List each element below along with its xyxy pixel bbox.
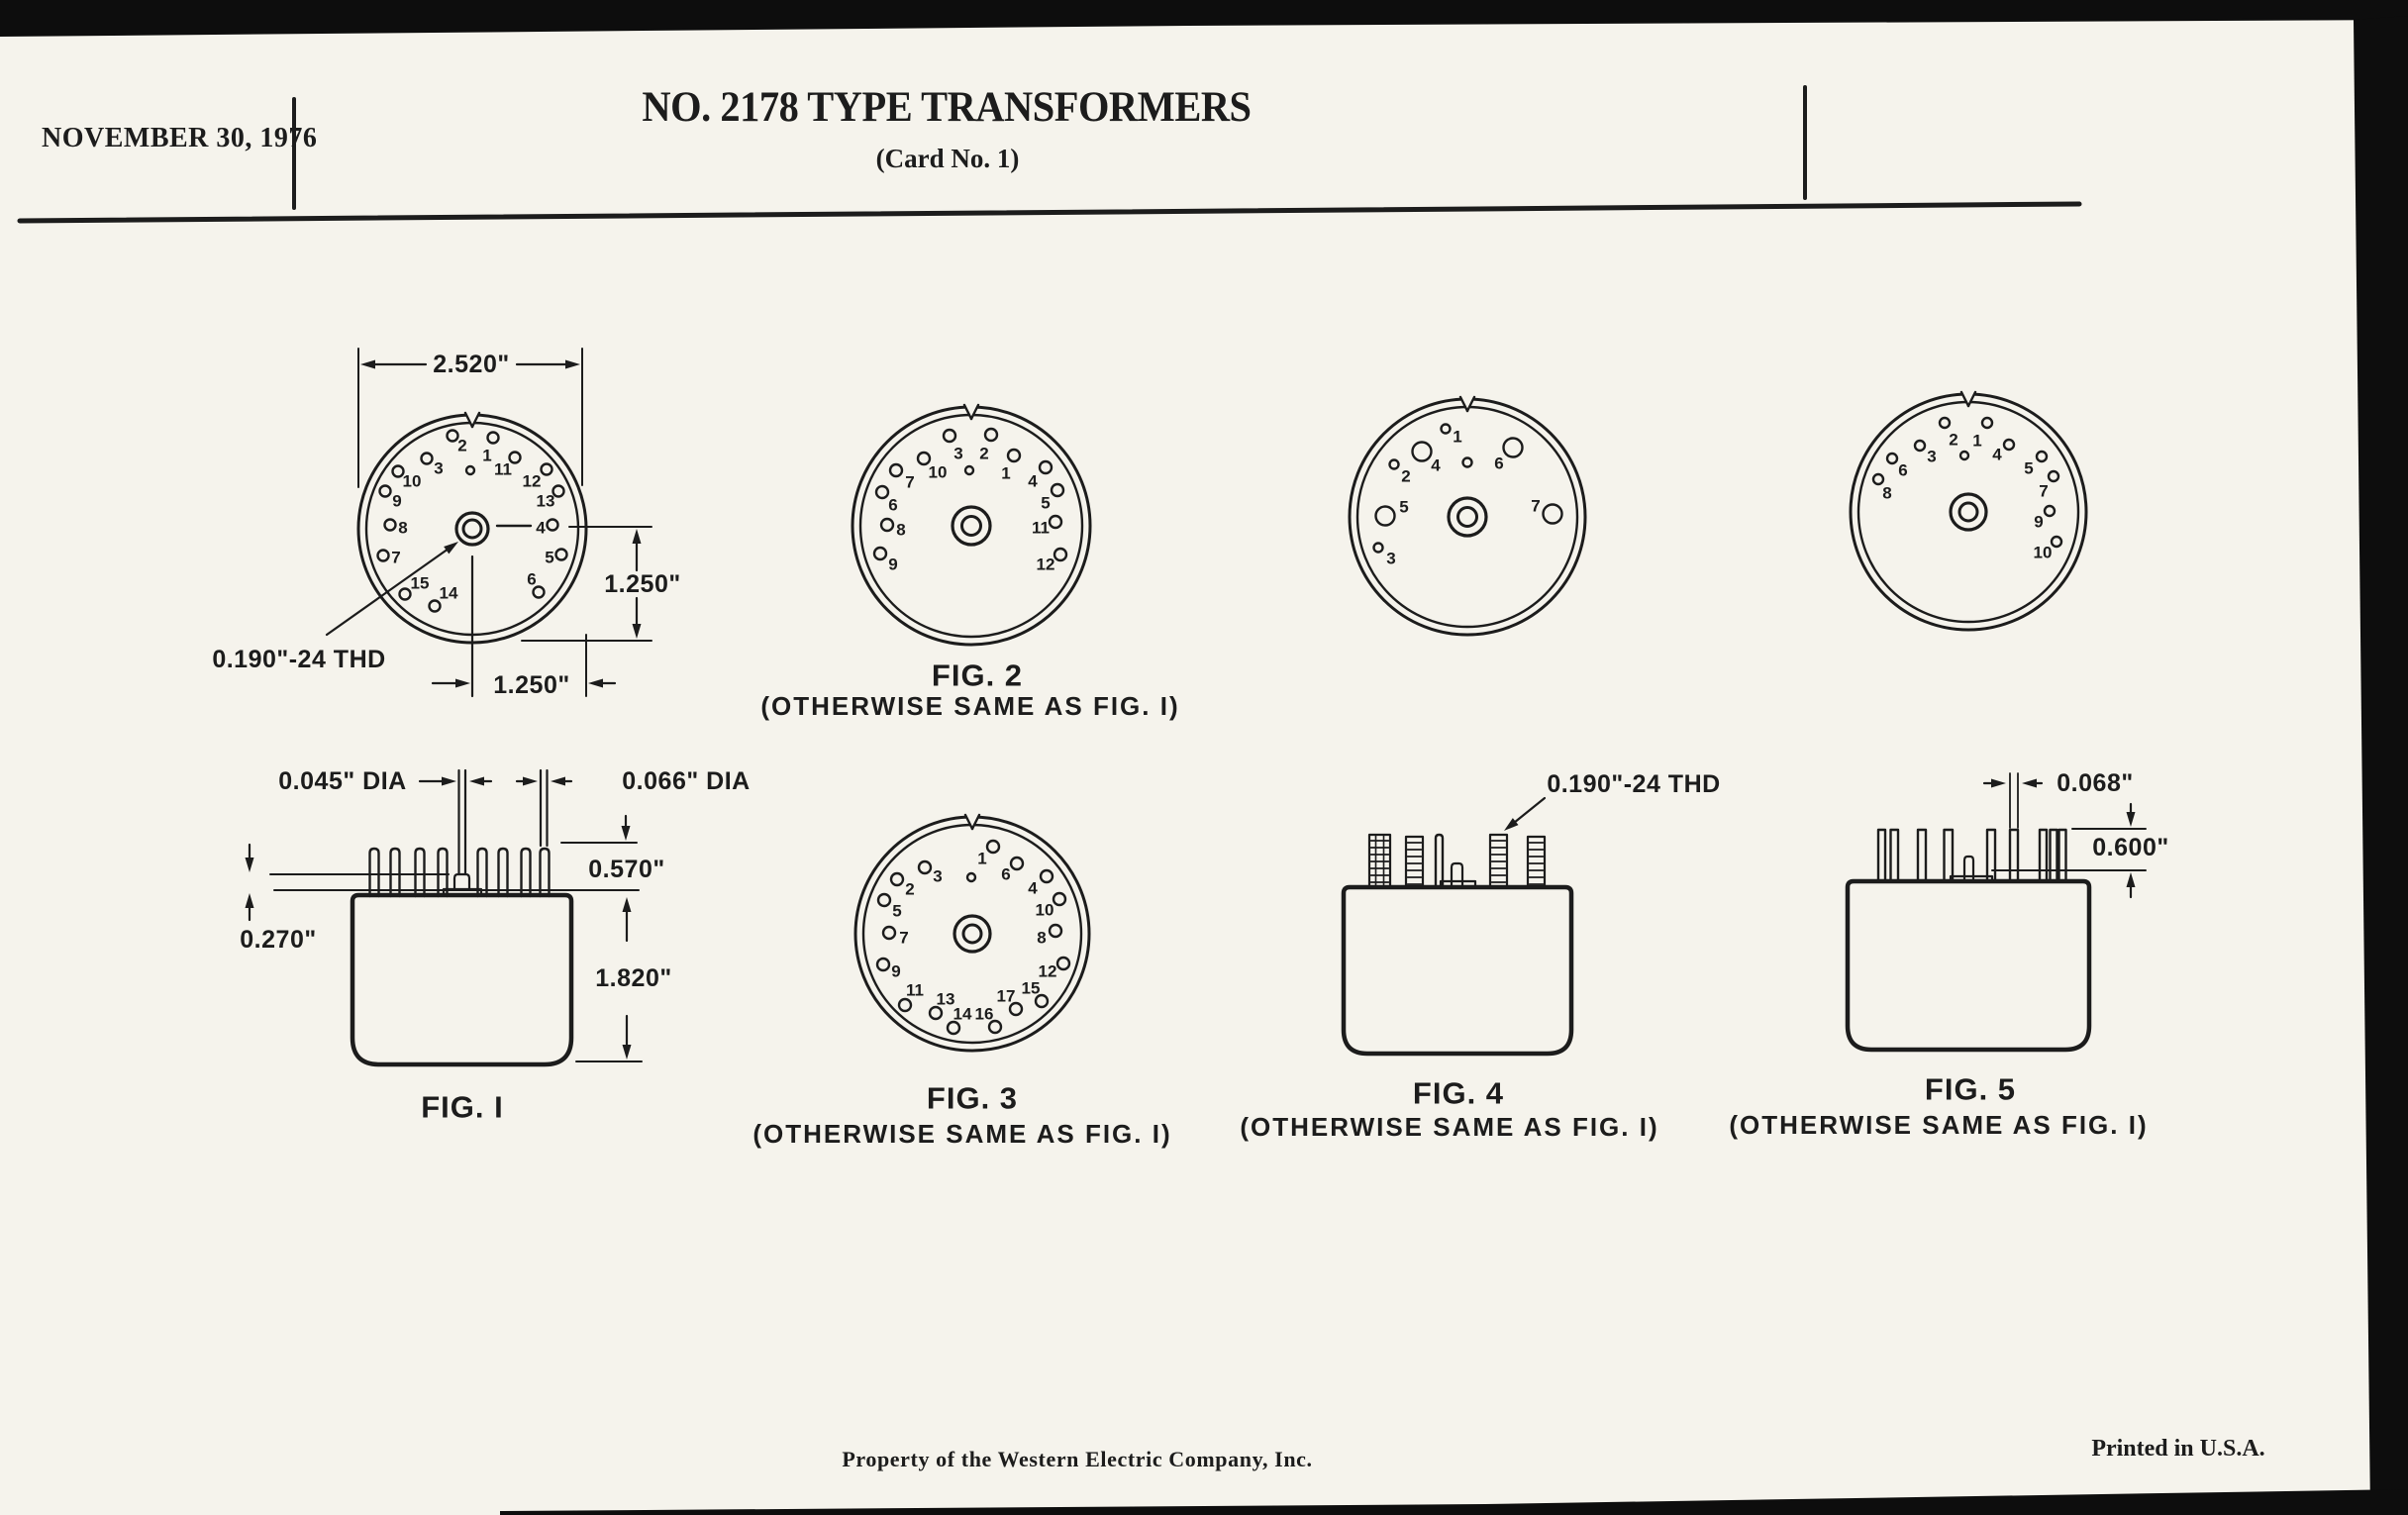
pin-label: 9 xyxy=(2034,512,2044,532)
pin-label: 1 xyxy=(977,849,987,868)
flat-terminal-pin xyxy=(1891,830,1899,881)
pin-label: 16 xyxy=(974,1004,994,1024)
fig5-center-hub-bore xyxy=(1959,503,1977,521)
pin-hole xyxy=(400,589,411,600)
pin-hole xyxy=(1050,516,1061,528)
fig1-case-side xyxy=(352,895,571,1064)
footer-printed-note: Printed in U.S.A. xyxy=(2091,1436,2265,1462)
pin-label: 11 xyxy=(494,459,512,479)
flat-terminal-pin xyxy=(1878,830,1885,881)
pin-hole xyxy=(385,520,396,531)
pin-hole xyxy=(987,841,999,853)
pin-label: 13 xyxy=(536,491,555,511)
footer-property-note: Property of the Western Electric Company, Inc. xyxy=(842,1447,1313,1471)
flat-terminal-pin xyxy=(2040,830,2047,881)
dim-arrow-head xyxy=(623,1045,632,1060)
issue-date: NOVEMBER 30, 1976 xyxy=(42,123,318,153)
pin-label: 9 xyxy=(891,961,901,981)
pin-label: 12 xyxy=(1036,555,1055,574)
pin-hole xyxy=(874,548,886,559)
pin-hole xyxy=(878,894,890,906)
page-title: NO. 2178 TYPE TRANSFORMERS xyxy=(642,84,1252,131)
fig5-note: (OTHERWISE SAME AS FIG. I) xyxy=(1729,1110,2149,1140)
pin-hole xyxy=(1054,893,1065,905)
fig4-note: (OTHERWISE SAME AS FIG. I) xyxy=(1240,1112,1659,1142)
terminal-pin xyxy=(416,849,425,896)
dim-small-pin-dia-label: 0.045" DIA xyxy=(278,767,407,795)
dim-case-height-label: 1.820" xyxy=(595,964,672,992)
fig3-caption: FIG. 3 xyxy=(926,1080,1019,1116)
pin-hole xyxy=(542,464,552,475)
fig4-locating-hole xyxy=(1463,458,1472,467)
pin-label: 15 xyxy=(410,573,430,593)
pin-label: 9 xyxy=(392,491,402,511)
pin-hole xyxy=(1390,460,1399,469)
pin-hole xyxy=(883,927,895,939)
pin-label: 2 xyxy=(979,444,989,463)
pin-label: 8 xyxy=(896,520,906,540)
pin-hole xyxy=(985,429,997,441)
pin-label: 8 xyxy=(1882,483,1892,503)
terminal-pin xyxy=(522,849,531,896)
pin-label: 11 xyxy=(906,980,924,1000)
pin-label: 7 xyxy=(391,548,401,567)
dim-large-pin-dia-label: 0.066" DIA xyxy=(622,767,751,795)
scan-edge-top xyxy=(0,0,2408,37)
pin-hole xyxy=(380,486,391,497)
pin-label: 10 xyxy=(1035,900,1054,920)
pin-label: 4 xyxy=(1992,445,2002,464)
fig1-center-hub xyxy=(456,513,488,545)
pin-label: 3 xyxy=(1386,549,1396,568)
pin-hole xyxy=(1041,870,1053,882)
fig5-locating-hole xyxy=(1960,452,1968,459)
pin-hole xyxy=(1052,484,1063,496)
pin-hole xyxy=(2045,506,2055,516)
pin-label: 8 xyxy=(398,518,408,538)
pin-hole xyxy=(919,861,931,873)
pin-label: 4 xyxy=(536,518,546,538)
flat-terminal-pin xyxy=(1945,830,1954,881)
pin-label: 2 xyxy=(1401,466,1411,486)
pin-hole xyxy=(2049,471,2058,481)
scan-edge-right xyxy=(2354,16,2408,1515)
dim-pin-length-label: 0.570" xyxy=(588,856,665,883)
flat-terminal-pin xyxy=(1987,830,1995,881)
pin-label: 6 xyxy=(1898,460,1908,480)
fig4-center-hub-bore xyxy=(1458,508,1477,527)
center-tab xyxy=(454,874,469,889)
fig4-case-side xyxy=(1344,887,1571,1054)
dim-arrow-head xyxy=(623,897,632,912)
scan-edge-bottom xyxy=(500,1489,2408,1515)
fig1-stud-thread-label: 0.190"-24 THD xyxy=(212,646,386,673)
pin-label: 7 xyxy=(899,928,909,948)
pin-label: 12 xyxy=(1038,961,1057,981)
pin-hole xyxy=(1442,425,1451,434)
fig2-locating-hole xyxy=(965,466,973,474)
dim-arrow-shaft xyxy=(1516,798,1545,822)
dim-height-right-label: 1.250" xyxy=(604,570,681,598)
pin-hole xyxy=(422,454,433,464)
pin-label: 6 xyxy=(888,495,898,515)
pin-label: 10 xyxy=(2033,543,2053,562)
pin-hole xyxy=(1413,443,1432,461)
fig3-note: (OTHERWISE SAME AS FIG. I) xyxy=(752,1119,1172,1149)
pin-label: 1 xyxy=(1453,427,1462,447)
pin-label: 1 xyxy=(1972,431,1982,451)
pin-hole xyxy=(1504,439,1523,457)
pin-hole xyxy=(448,431,458,442)
dim-arrow-head xyxy=(633,624,642,639)
pin-label: 7 xyxy=(1531,496,1541,516)
pin-hole xyxy=(1040,461,1052,473)
fig2-case-outline xyxy=(853,407,1090,645)
dim-arrow-head xyxy=(633,529,642,544)
pin-label: 9 xyxy=(888,555,898,574)
flat-terminal-pin xyxy=(2051,830,2057,881)
pin-label: 5 xyxy=(1041,493,1051,513)
pin-hole xyxy=(1011,858,1023,869)
dim-arrow-head xyxy=(2022,779,2037,788)
pin-hole xyxy=(1054,549,1066,560)
pin-hole xyxy=(930,1007,942,1019)
dim-arrow-head xyxy=(2127,812,2136,827)
pin-label: 5 xyxy=(1399,497,1409,517)
dim-arrow-head xyxy=(360,360,375,369)
pin-hole xyxy=(2037,452,2047,461)
dim-arrow-head xyxy=(588,679,603,688)
pin-hole xyxy=(944,430,955,442)
fig4-stud-thread-label: 0.190"-24 THD xyxy=(1547,770,1721,798)
fig4-case-outline xyxy=(1350,399,1585,635)
pin-label: 2 xyxy=(457,436,467,455)
pin-label: 7 xyxy=(2039,481,2049,501)
pin-label: 11 xyxy=(1032,518,1050,538)
terminal-pin xyxy=(499,849,508,896)
dim-arrow-head xyxy=(1991,779,2006,788)
fig5-case-outline xyxy=(1851,394,2086,630)
pin-label: 1 xyxy=(482,446,492,465)
pin-label: 5 xyxy=(2024,458,2034,478)
pin-hole xyxy=(2052,537,2061,547)
pin-label: 17 xyxy=(996,986,1016,1006)
pin-label: 3 xyxy=(434,458,444,478)
pin-hole xyxy=(1887,454,1897,463)
pin-label: 4 xyxy=(1431,455,1441,475)
flat-terminal-pin xyxy=(2059,830,2066,881)
pin-label: 6 xyxy=(1001,864,1011,884)
pin-hole xyxy=(1940,418,1950,428)
pin-label: 3 xyxy=(1927,447,1937,466)
dim-arrow-head xyxy=(622,826,631,841)
pin-label: 10 xyxy=(402,471,422,491)
terminal-pin xyxy=(541,849,550,896)
dim-fig5-pin-width-label: 0.068" xyxy=(2057,769,2134,797)
fig3-center-hub xyxy=(954,916,990,952)
pin-hole xyxy=(1008,450,1020,461)
terminal-pin xyxy=(1436,835,1443,887)
pin-hole xyxy=(1915,441,1925,451)
fig5-case-side xyxy=(1848,881,2089,1050)
pin-hole xyxy=(1050,925,1061,937)
fig2-note: (OTHERWISE SAME AS FIG. I) xyxy=(760,691,1180,721)
pin-hole xyxy=(1873,474,1883,484)
dim-arrow-head xyxy=(551,777,565,786)
pin-hole xyxy=(548,520,558,531)
terminal-pin xyxy=(391,849,400,896)
dim-arrow-head xyxy=(2127,872,2136,887)
pin-hole xyxy=(1374,544,1383,553)
pin-label: 12 xyxy=(522,471,542,491)
pin-hole xyxy=(1982,418,1992,428)
pin-label: 10 xyxy=(928,462,948,482)
pin-hole xyxy=(1057,958,1069,969)
dim-width-label: 2.520" xyxy=(433,351,510,378)
flat-terminal-pin xyxy=(2010,830,2018,881)
pin-label: 8 xyxy=(1037,928,1047,948)
pin-hole xyxy=(876,486,888,498)
pin-label: 5 xyxy=(892,901,902,921)
dim-arrow-head xyxy=(442,777,456,786)
pin-label: 3 xyxy=(953,444,963,463)
pin-label: 7 xyxy=(905,472,915,492)
pin-label: 15 xyxy=(1021,978,1041,998)
dim-arrow-head xyxy=(246,893,254,908)
dim-offset-bottom-label: 1.250" xyxy=(493,671,570,699)
pin-label: 14 xyxy=(439,583,458,603)
pin-hole xyxy=(556,550,567,560)
fig3-locating-hole xyxy=(967,873,975,881)
pin-hole xyxy=(378,551,389,561)
fig4-caption: FIG. 4 xyxy=(1412,1075,1505,1111)
fig3-center-hub-bore xyxy=(963,925,981,943)
fig2-center-hub xyxy=(953,507,990,545)
pin-label: 6 xyxy=(527,569,537,589)
dim-arrow-head xyxy=(565,360,580,369)
pin-hole xyxy=(899,999,911,1011)
dim-arrow-head xyxy=(246,858,254,872)
dim-fig5-pin-length-label: 0.600" xyxy=(2092,834,2169,861)
pin-label: 6 xyxy=(1494,454,1504,473)
pin-hole xyxy=(948,1022,959,1034)
pin-label: 4 xyxy=(1028,878,1038,898)
fig5-caption: FIG. 5 xyxy=(1924,1071,2017,1107)
pin-hole xyxy=(1544,505,1562,524)
terminal-pin xyxy=(370,849,379,896)
pin-hole xyxy=(877,959,889,970)
pin-label: 2 xyxy=(905,879,915,899)
fig5-center-hub xyxy=(1951,494,1986,530)
pin-label: 14 xyxy=(953,1004,972,1024)
pin-label: 13 xyxy=(936,989,955,1009)
pin-hole xyxy=(488,433,499,444)
dim-arrow-head xyxy=(444,542,458,554)
threaded-stud xyxy=(1528,837,1545,887)
flat-terminal-pin xyxy=(1918,830,1926,881)
page-subtitle: (Card No. 1) xyxy=(875,144,1020,173)
fig3-case-outline xyxy=(855,817,1089,1051)
pin-label: 4 xyxy=(1028,471,1038,491)
pin-hole xyxy=(1376,507,1395,526)
dim-arrow-head xyxy=(523,777,538,786)
center-tab xyxy=(1452,863,1462,887)
pin-hole xyxy=(2004,440,2014,450)
pin-hole xyxy=(890,464,902,476)
fig1-caption: FIG. I xyxy=(421,1089,504,1125)
pin-label: 2 xyxy=(1949,430,1958,450)
threaded-stud xyxy=(1406,837,1423,887)
dim-pin-shoulder-label: 0.270" xyxy=(240,926,317,954)
center-tab xyxy=(1964,857,1973,881)
pin-label: 1 xyxy=(1001,463,1011,483)
fig2-center-hub-bore xyxy=(962,517,981,536)
fig1-center-hub-bore xyxy=(463,520,481,538)
pin-label: 3 xyxy=(933,866,943,886)
header-rule xyxy=(20,204,2079,221)
dim-arrow-head xyxy=(455,679,470,688)
dim-arrow-head xyxy=(469,777,484,786)
fig1-locating-hole xyxy=(466,466,474,474)
fig4-center-hub xyxy=(1449,498,1486,536)
fig2-caption: FIG. 2 xyxy=(931,657,1024,693)
pin-hole xyxy=(891,873,903,885)
pin-hole xyxy=(881,519,893,531)
pin-label: 5 xyxy=(545,548,554,567)
